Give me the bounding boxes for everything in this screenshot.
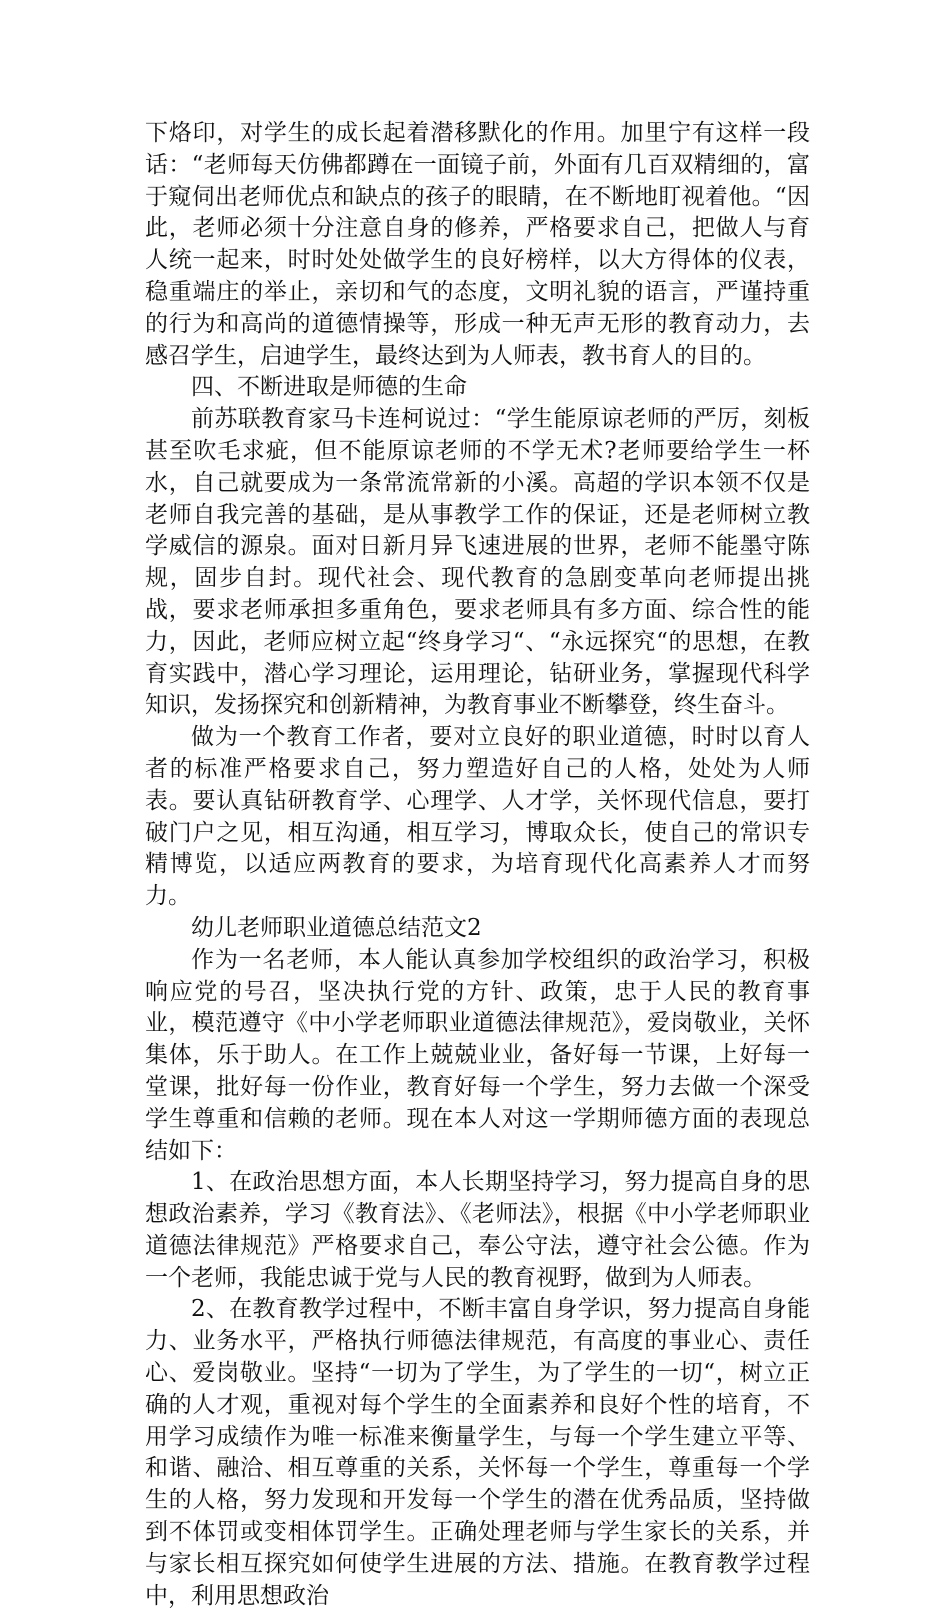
paragraph-6: 2、在教育教学过程中，不断丰富自身学识，努力提高自身能力、业务水平，严格执行师德法律规范，有高度的事业心、责任心、爱岗敬业。坚持“一切为了学生，为了学生的一切“，树立正确的人才观，重视对每个学生的全面素养和良好个性的培育，不用学习成绩作为唯一标准来衡量学生，与每一个学生建立平等、和谐、融洽、相互尊重的关系，关怀每一个学生，尊重每一个学生的人格，努力发现和开发每一个学生的潜在优秀品质，坚持做到不体罚或变相体罚学生。正确处理老师与学生家长的关系，并与家长相互探究如何使学生进展的方法、措施。在教育教学过程中，利用思想政治 xyxy=(145,1296,810,1609)
paragraph-1: 下烙印，对学生的成长起着潜移默化的作用。加里宁有这样一段话：“老师每天仿佛都蹲在一面镜子前，外面有几百双精细的，富于窥伺出老师优点和缺点的孩子的眼睛，在不断地盯视着他。“因此，老师必须十分注意自身的修养，严格要求自己，把做人与育人统一起来，时时处处做学生的良好榜样，以大方得体的仪表，稳重端庄的举止，亲切和气的态度，文明礼貌的语言，严谨持重的行为和高尚的道德情操等，形成一种无声无形的教育动力，去感召学生，启迪学生，最终达到为人师表，教书育人的目的。 xyxy=(145,120,810,369)
paragraph-4: 作为一名老师，本人能认真参加学校组织的政治学习，积极响应党的号召，坚决执行党的方针、政策，忠于人民的教育事业，模范遵守《中小学老师职业道德法律规范》，爱岗敬业，关怀集体，乐于助人。在工作上兢兢业业，备好每一节课，上好每一堂课，批好每一份作业，教育好每一个学生，努力去做一个深受学生尊重和信赖的老师。现在本人对这一学期师德方面的表现总结如下： xyxy=(145,946,810,1164)
paragraph-5: 1、在政治思想方面，本人长期坚持学习，努力提高自身的思想政治素养，学习《教育法》、《老师法》，根据《中小学老师职业道德法律规范》严格要求自己，奉公守法，遵守社会公德。作为一个老师，我能忠诚于党与人民的教育视野，做到为人师表。 xyxy=(145,1169,810,1291)
article-title-2: 幼儿老师职业道德总结范文2 xyxy=(191,914,482,941)
paragraph-2: 前苏联教育家马卡连柯说过：“学生能原谅老师的严厉，刻板甚至吹毛求疵，但不能原谅老师的不学无术?老师要给学生一杯水，自己就要成为一条常流常新的小溪。高超的学识本领不仅是老师自我完善的基础，是从事教学工作的保证，还是老师树立教学威信的源泉。面对日新月异飞速进展的世界，老师不能墨守陈规，固步自封。现代社会、现代教育的急剧变革向老师提出挑战，要求老师承担多重角色，要求老师具有多方面、综合性的能力，因此，老师应树立起“终身学习“、“永远探究“的思想，在教育实践中，潜心学习理论，运用理论，钻研业务，掌握现代科学知识，发扬探究和创新精神，为教育事业不断攀登，终生奋斗。 xyxy=(145,406,810,719)
paragraph-3: 做为一个教育工作者，要对立良好的职业道德，时时以育人者的标准严格要求自己，努力塑造好自己的人格，处处为人师表。要认真钻研教育学、心理学、人才学，关怀现代信息，要打破门户之见，相互沟通，相互学习，博取众长，使自己的常识专精博览，以适应两教育的要求，为培育现代化高素养人才而努力。 xyxy=(145,724,810,910)
document-body xyxy=(145,118,810,1612)
section-heading-4: 四、不断进取是师德的生命 xyxy=(191,374,467,401)
